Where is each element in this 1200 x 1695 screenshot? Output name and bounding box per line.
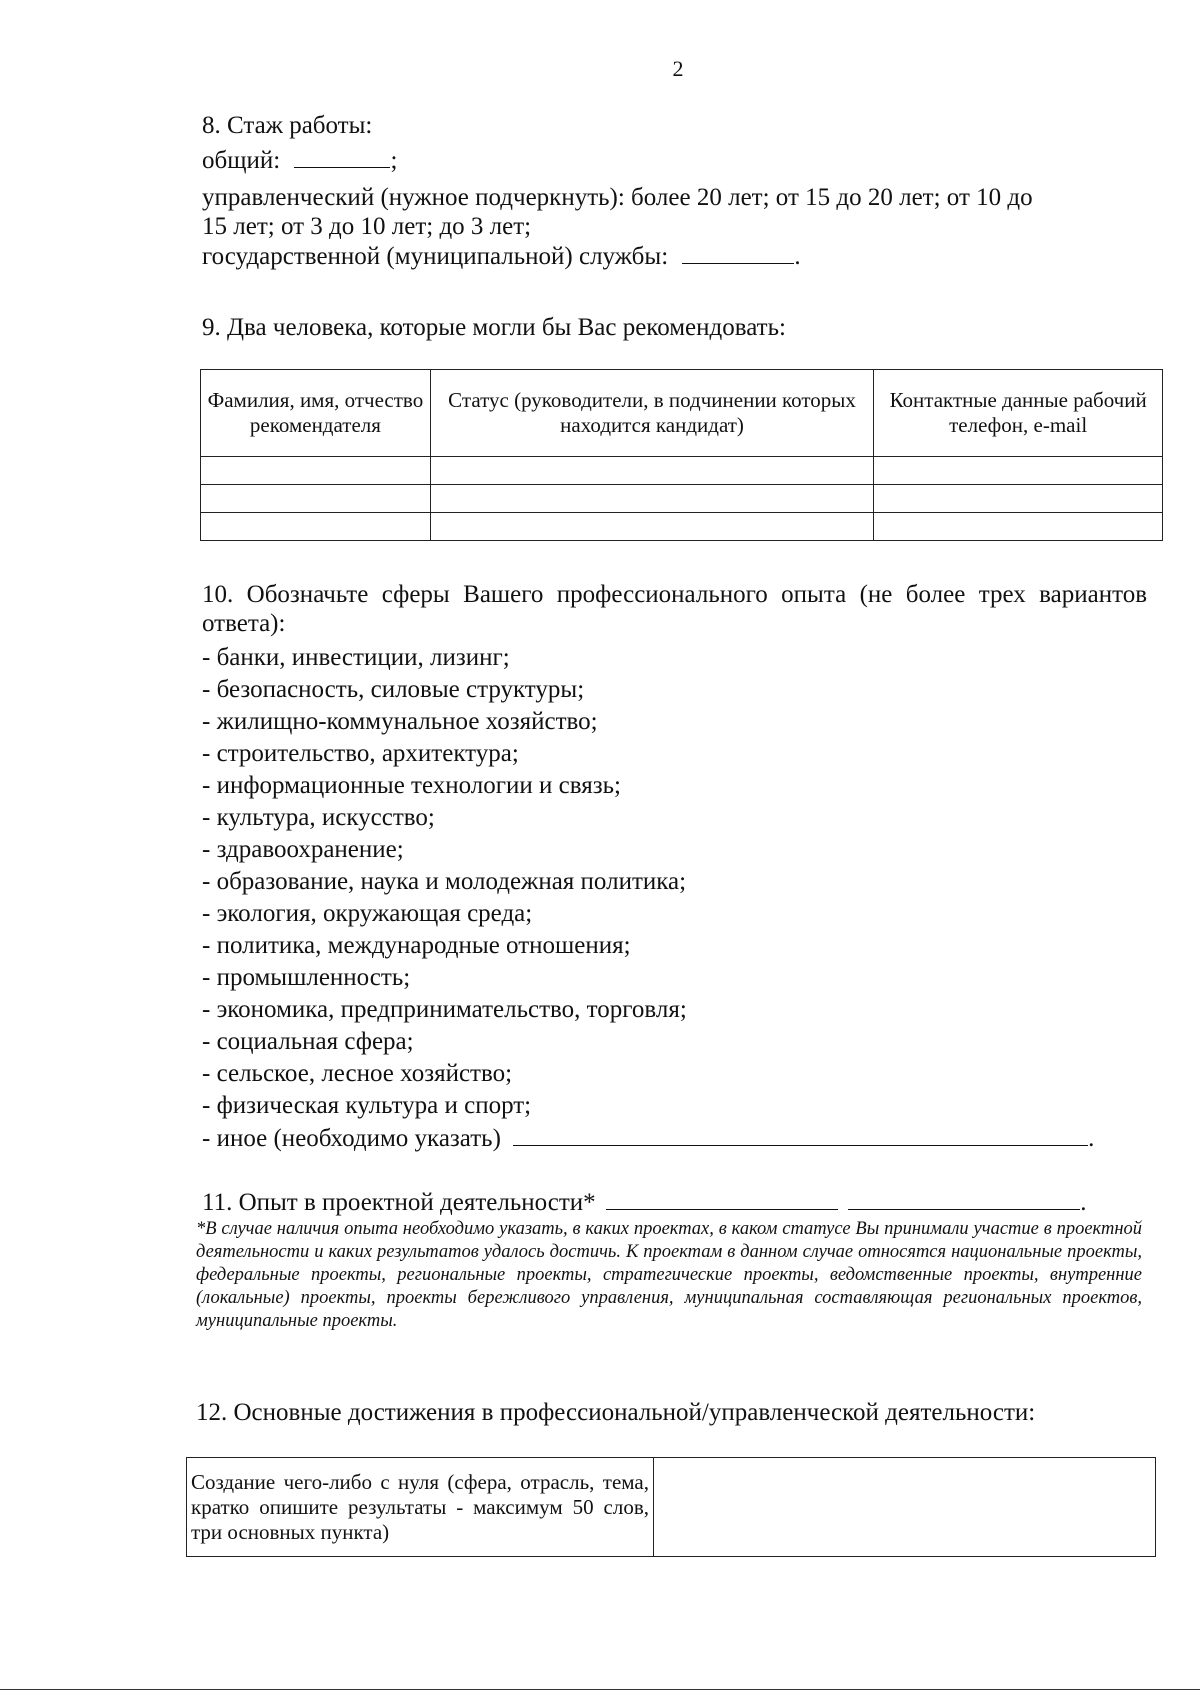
table-row [201,457,1163,485]
table-row [201,513,1163,541]
list-item[interactable]: - экология, окружающая среда; [202,900,533,927]
table-row [201,485,1163,513]
other-option-end: . [1088,1125,1095,1152]
table-cell[interactable] [430,513,873,541]
section-10-title: 10. Обозначьте сферы Вашего профессионального опыта (не более трех вариантов ответа): [202,581,1147,637]
state-service-end: . [794,243,801,270]
section-8 [202,111,1147,271]
list-item[interactable]: - банки, инвестиции, лизинг; [202,644,510,671]
section-8-title: 8. Стаж работы: [202,112,373,139]
table-cell[interactable] [874,513,1163,541]
list-item[interactable]: - промышленность; [202,964,411,991]
table-cell[interactable] [430,457,873,485]
list-item[interactable]: - информационные технологии и связь; [202,772,621,799]
managerial-experience-line-1[interactable]: управленческий (нужное подчеркнуть): более 20 лет; от 15 до 20 лет; от 10 до [202,184,1033,211]
list-item[interactable]: - жилищно-коммунальное хозяйство; [202,708,598,735]
section-9-title: 9. Два человека, которые могли бы Вас рекомендовать: [202,314,786,341]
section-11-row [202,1187,1147,1217]
recommenders-table [200,369,1163,541]
section-10 [202,580,1147,1153]
table-header-row [201,370,1163,457]
header-cell-status: Статус (руководители, в подчинении которых находится кандидат) [430,370,873,457]
state-service-label: государственной (муниципальной) службы: [202,243,669,270]
other-option-row [202,1123,1147,1153]
general-experience-end: ; [390,147,398,174]
project-experience-field-1[interactable] [606,1187,838,1210]
section-11-title: 11. Опыт в проектной деятельности* [202,1189,596,1216]
list-item[interactable]: - образование, наука и молодежная политика; [202,868,687,895]
other-option-field[interactable] [513,1123,1088,1146]
table-row [187,1458,1156,1557]
list-item[interactable]: - безопасность, силовые структуры; [202,676,585,703]
table-cell[interactable] [201,485,431,513]
header-cell-contacts: Контактные данные рабочий телефон, e-mail [874,370,1163,457]
list-item[interactable]: - политика, международные отношения; [202,932,631,959]
list-item[interactable]: - сельское, лесное хозяйство; [202,1060,513,1087]
state-service-row [202,241,1147,271]
list-item[interactable]: - строительство, архитектура; [202,740,519,767]
header-cell-name: Фамилия, имя, отчество рекомендателя [201,370,431,457]
list-item[interactable]: - социальная сфера; [202,1028,414,1055]
table-cell[interactable] [201,457,431,485]
section-11-end: . [1080,1189,1087,1216]
table-cell[interactable] [430,485,873,513]
section-12-title: 12. Основные достижения в профессиональной/управленческой деятельности: [196,1399,1036,1426]
other-option-label: - иное (необходимо указать) [202,1125,501,1152]
achievements-table [186,1457,1156,1557]
list-item[interactable]: - здравоохранение; [202,836,404,863]
state-service-field[interactable] [682,241,794,264]
table-cell[interactable] [201,513,431,541]
list-item[interactable]: - физическая культура и спорт; [202,1092,532,1119]
page-bottom-rule [0,1689,1200,1690]
page-number: 2 [672,56,684,81]
list-item[interactable]: - экономика, предпринимательство, торговля; [202,996,687,1023]
list-item[interactable]: - культура, искусство; [202,804,435,831]
project-experience-field-2[interactable] [848,1187,1080,1210]
managerial-experience-line-2[interactable]: 15 лет; от 3 до 10 лет; до 3 лет; [202,213,532,240]
achievement-label-cell: Создание чего-либо с нуля (сфера, отрасль, тема, кратко опишите результаты - максимум 50 слов, три основных пункта) [187,1458,654,1557]
general-experience-label: общий: [202,147,281,174]
general-experience-row [202,145,1147,175]
achievement-value-cell[interactable] [654,1458,1156,1557]
table-cell[interactable] [874,457,1163,485]
section-11-footnote: *В случае наличия опыта необходимо указать, в каких проектах, в каком статусе Вы принимали участие в проектной деятельности и каких результатов удалось достичь. К проектам в данном случае относятся национальные проекты, федеральные проекты, региональные проекты, стратегические проекты, ведомственные проекты, внутренние (локальные) проекты, проекты бережливого управления, муниципальная составляющая региональных проектов, муниципальные проекты. [196,1219,1142,1331]
general-experience-field[interactable] [294,145,390,168]
table-cell[interactable] [874,485,1163,513]
